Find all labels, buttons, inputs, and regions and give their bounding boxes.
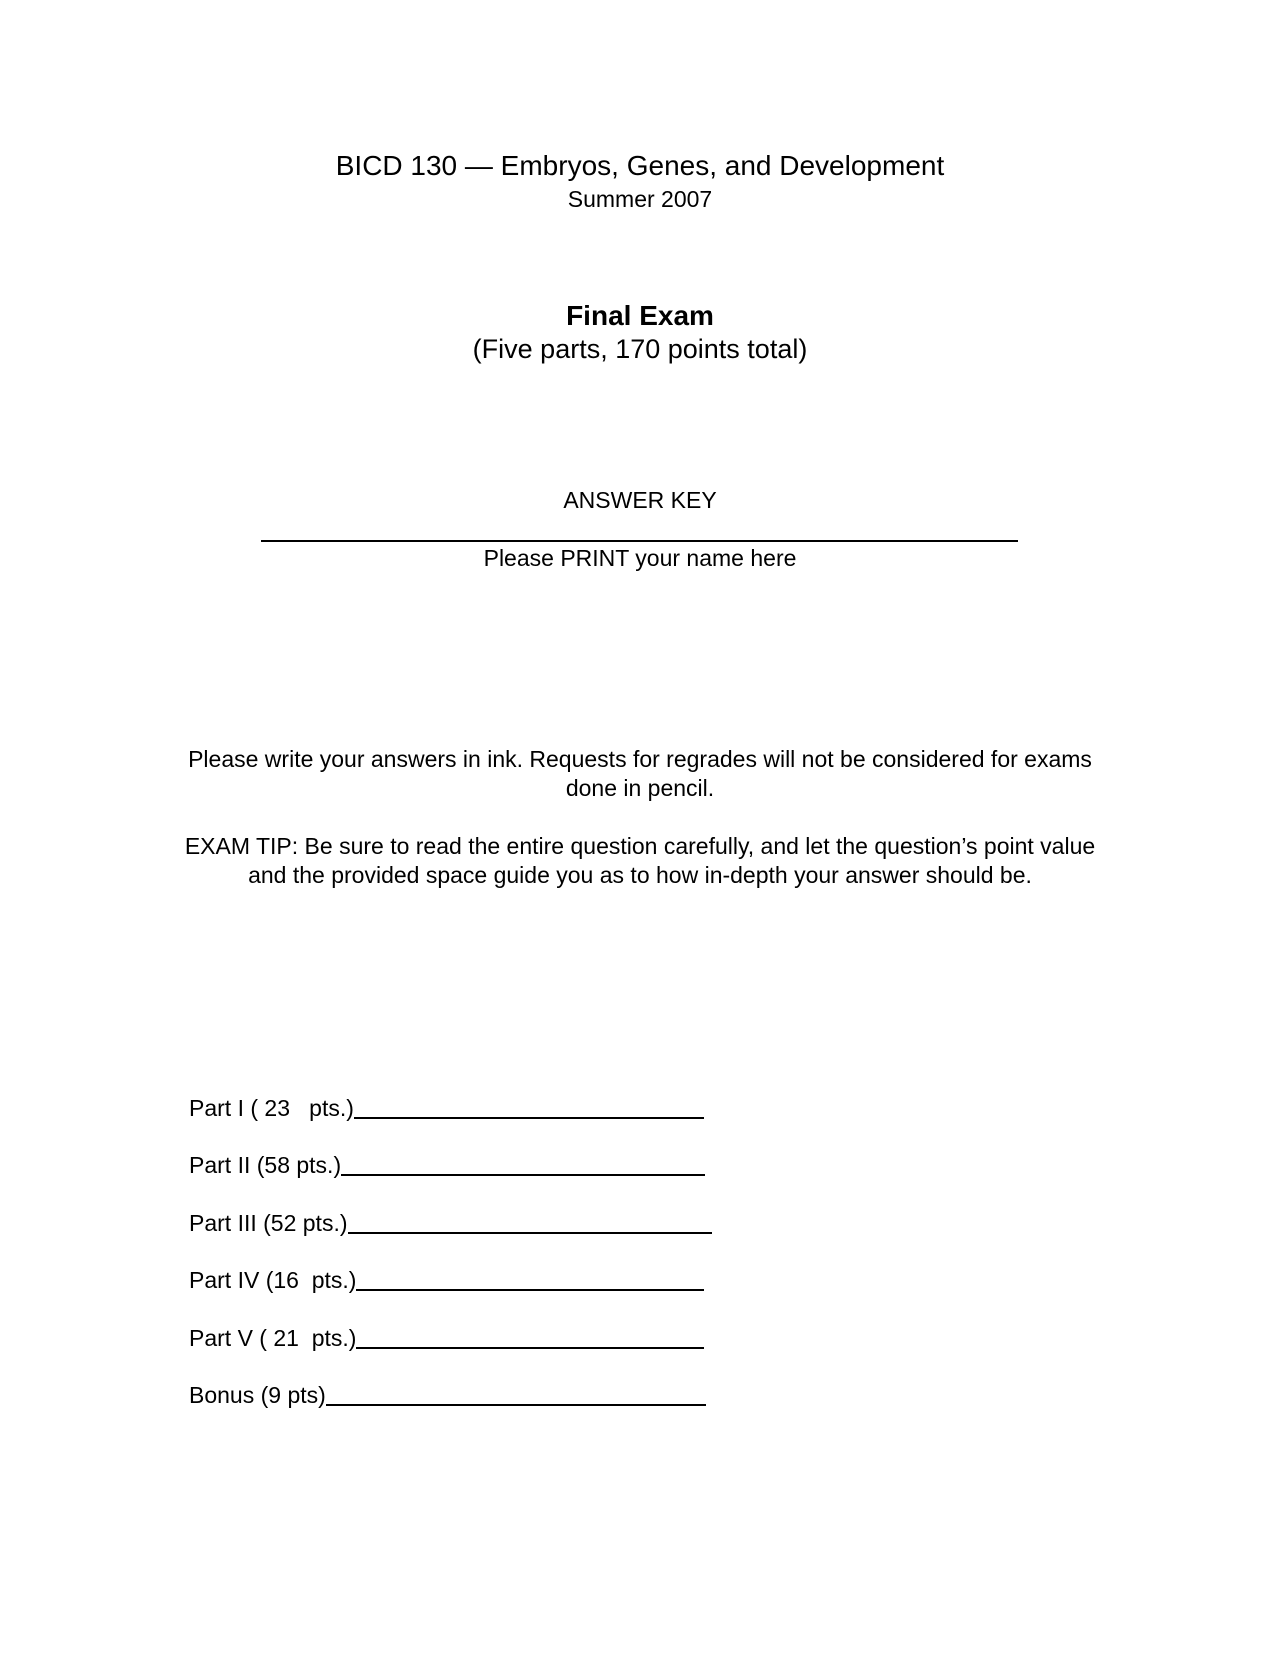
- score-row-part-3: [189, 1208, 712, 1238]
- score-blank: [356, 1289, 704, 1291]
- score-blank: [348, 1232, 712, 1234]
- score-label: Bonus (9 pts): [189, 1382, 326, 1408]
- score-label: Part V ( 21 pts.): [189, 1325, 357, 1351]
- name-field-label: Please PRINT your name here: [483, 545, 797, 571]
- ink-instructions: Please write your answers in ink. Requests for regrades will not be considered for exams done in pencil.: [188, 746, 1092, 801]
- score-row-part-1: [189, 1093, 704, 1123]
- score-row-part-5: [189, 1323, 704, 1353]
- score-label: Part I ( 23 pts.): [189, 1095, 354, 1121]
- student-name-value: ANSWER KEY: [563, 487, 717, 513]
- score-row-part-4: [189, 1265, 704, 1295]
- score-label: Part IV (16 pts.): [189, 1267, 357, 1293]
- exam-title: Final Exam: [566, 300, 714, 331]
- score-blank: [354, 1117, 704, 1119]
- score-blank: [356, 1347, 704, 1349]
- score-row-bonus: [189, 1380, 706, 1410]
- score-label: Part II (58 pts.): [189, 1152, 342, 1178]
- score-blank: [326, 1404, 706, 1406]
- score-blank: [341, 1174, 705, 1176]
- score-row-part-2: [189, 1150, 705, 1180]
- name-underline: [261, 540, 1018, 542]
- exam-tip: EXAM TIP: Be sure to read the entire question carefully, and let the question’s point value and the provided space guide you as to how in-depth your answer should be.: [184, 833, 1096, 888]
- score-label: Part III (52 pts.): [189, 1210, 348, 1236]
- exam-subtitle: (Five parts, 170 points total): [472, 334, 808, 364]
- term-label: Summer 2007: [567, 186, 713, 212]
- course-title: BICD 130 — Embryos, Genes, and Development: [335, 150, 945, 181]
